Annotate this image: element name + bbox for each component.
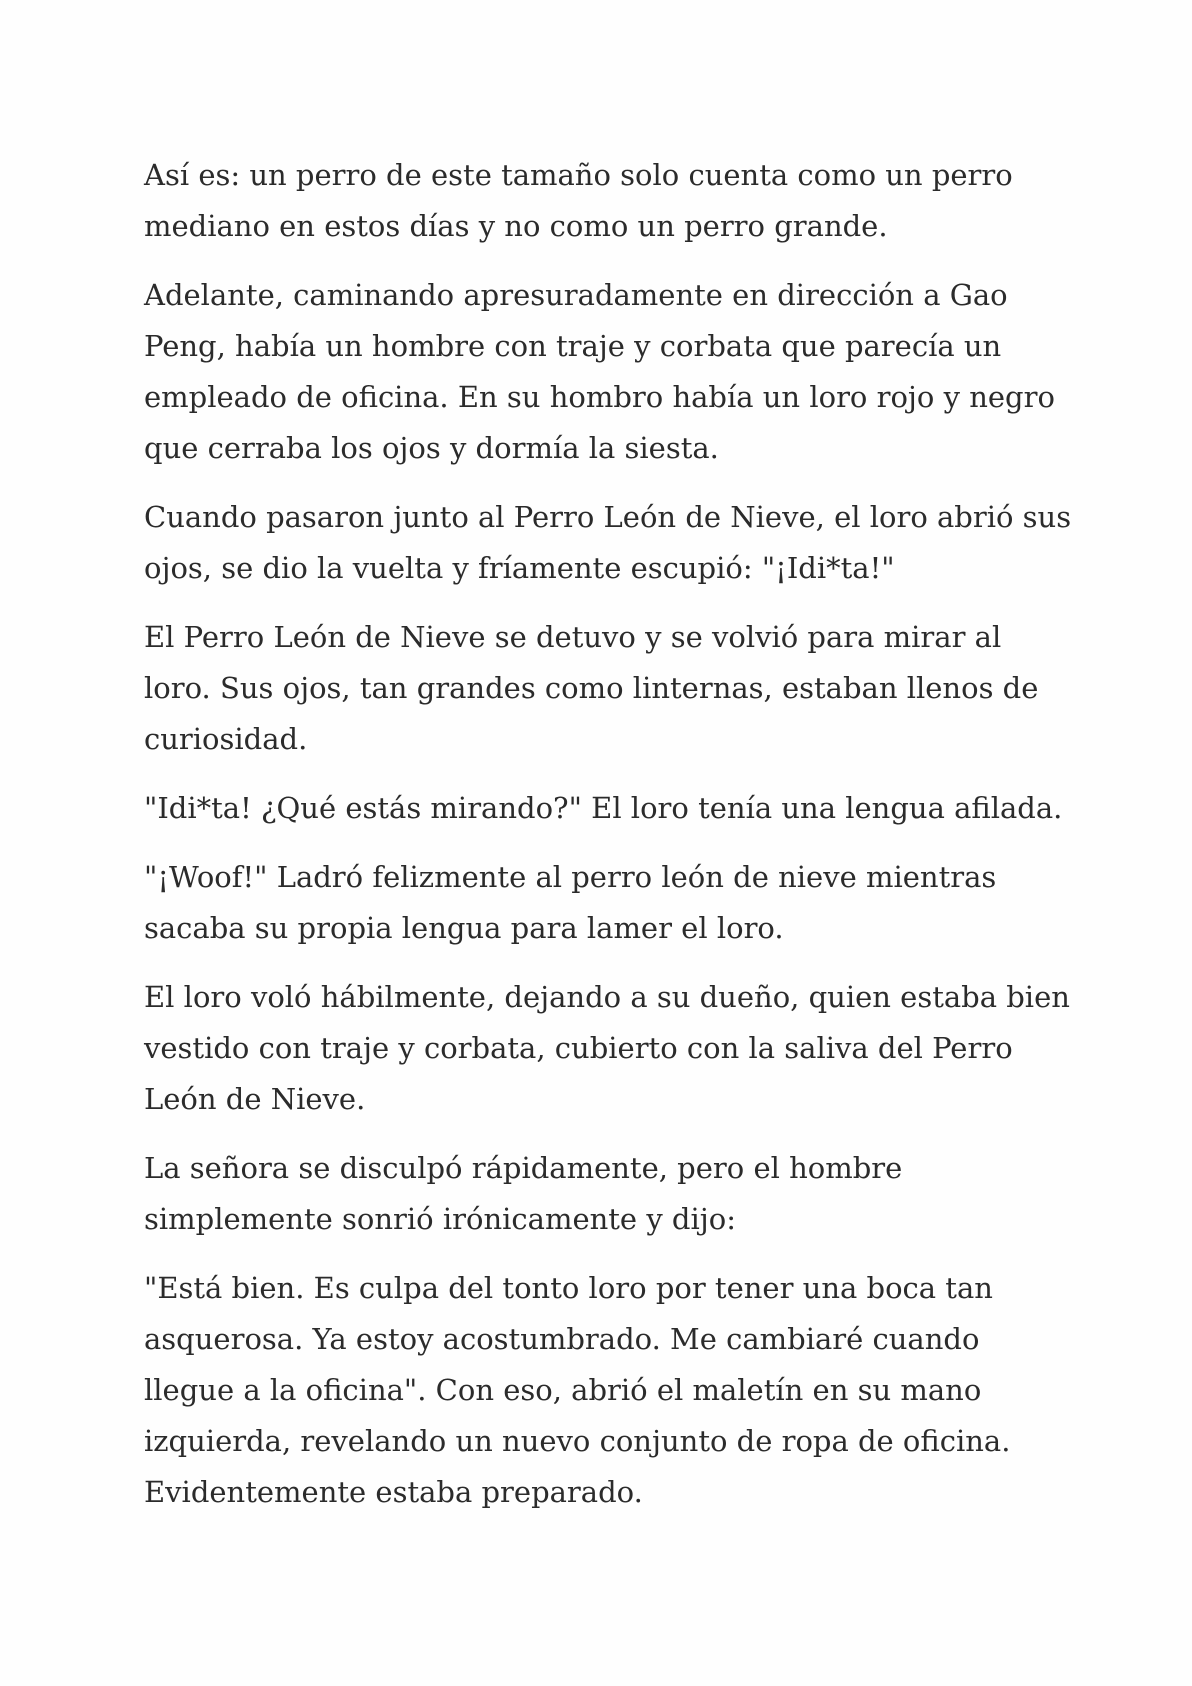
paragraph: "Está bien. Es culpa del tonto loro por tener una boca tan asquerosa. Ya estoy acostumbrado. Me cambiaré cuando llegue a la oficina". Con eso, abrió el maletín en su mano izquierda, revelando un nuevo conjunto de ropa de oficina. Evidentemente estaba preparado. xyxy=(144,1271,1011,1509)
paragraph: El loro voló hábilmente, dejando a su dueño, quien estaba bien vestido con traje y corbata, cubierto con la saliva del Perro León de Nieve. xyxy=(144,980,1070,1116)
paragraph: El Perro León de Nieve se detuvo y se volvió para mirar al loro. Sus ojos, tan grandes como linternas, estaban llenos de curiosidad. xyxy=(144,620,1039,756)
paragraph: Cuando pasaron junto al Perro León de Nieve, el loro abrió sus ojos, se dio la vuelta y fríamente escupió: "¡Idi*ta!" xyxy=(144,500,1072,585)
paragraph: Adelante, caminando apresuradamente en dirección a Gao Peng, había un hombre con traje y corbata que parecía un empleado de oficina. En su hombro había un loro rojo y negro que cerraba los ojos y dormía la siesta. xyxy=(144,278,1055,465)
paragraph: Así es: un perro de este tamaño solo cuenta como un perro mediano en estos días y no como un perro grande. xyxy=(144,158,1013,243)
paragraph: "¡Woof!" Ladró felizmente al perro león de nieve mientras sacaba su propia lengua para lamer el loro. xyxy=(144,860,997,945)
document-body xyxy=(144,150,1074,1536)
paragraph: "Idi*ta! ¿Qué estás mirando?" El loro tenía una lengua afilada. xyxy=(144,791,1063,825)
paragraph: La señora se disculpó rápidamente, pero el hombre simplemente sonrió irónicamente y dijo: xyxy=(144,1151,903,1236)
